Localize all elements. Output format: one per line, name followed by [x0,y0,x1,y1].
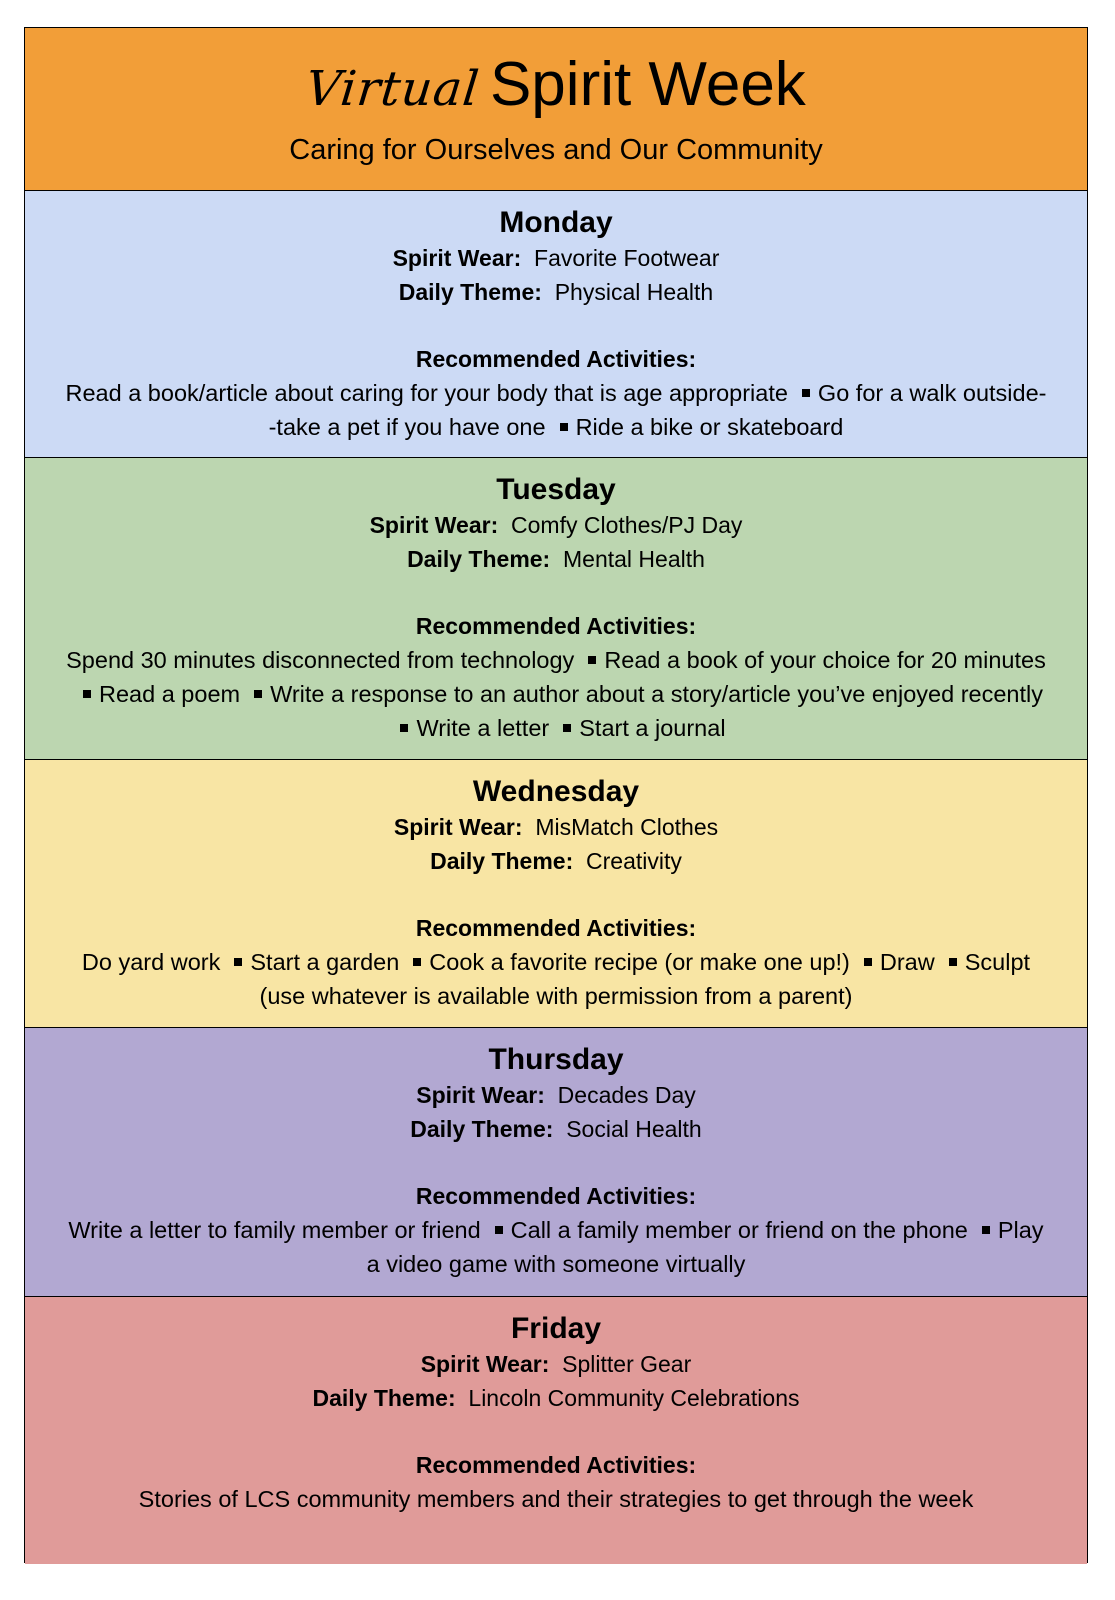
day-section-monday [25,191,1087,458]
square-bullet-icon [413,958,421,966]
spirit-wear-value: Splitter Gear [562,1351,692,1377]
daily-theme-value: Physical Health [554,279,714,305]
spirit-wear-line [25,508,1087,542]
recommended-activities-heading: Recommended Activities: [415,915,697,941]
square-bullet-icon [495,1226,503,1234]
square-bullet-icon [588,656,596,664]
activities-list [25,1482,1087,1516]
activity-item: Call a family member or friend on the phone [510,1217,968,1243]
spirit-wear-line [25,1078,1087,1112]
square-bullet-icon [234,958,242,966]
activity-item: Ride a bike or skateboard [575,414,844,440]
day-section-wednesday [25,760,1087,1028]
square-bullet-icon [864,958,872,966]
recommended-activities-heading: Recommended Activities: [415,1183,697,1209]
spirit-wear-value: Favorite Footwear [534,245,720,271]
day-section-thursday [25,1028,1087,1297]
spirit-wear-line [25,1347,1087,1381]
spirit-wear-label: Spirit Wear: [369,512,499,538]
page-title [25,50,1087,136]
daily-theme-line [25,542,1087,576]
day-name: Monday [499,206,613,239]
activity-item: Sculpt (use whatever is available with permission from a parent) [259,949,1031,1009]
square-bullet-icon [949,958,957,966]
activity-item: Stories of LCS community members and their strategies to get through the week [138,1486,974,1512]
spirit-wear-label: Spirit Wear: [393,814,523,840]
daily-theme-line [25,844,1087,878]
recommended-activities-heading: Recommended Activities: [415,346,697,372]
daily-theme-value: Lincoln Community Celebrations [468,1385,800,1411]
activity-item: Start a journal [579,715,726,741]
day-name: Thursday [488,1043,624,1076]
day-section-tuesday [25,458,1087,760]
spirit-wear-line [25,810,1087,844]
day-name: Friday [510,1312,602,1345]
square-bullet-icon [400,724,408,732]
title-script: Virtual [303,61,483,117]
day-section-friday [25,1297,1087,1564]
day-name: Tuesday [496,473,616,506]
square-bullet-icon [254,690,262,698]
daily-theme-value: Social Health [566,1116,702,1142]
page-subtitle: Caring for Ourselves and Our Community [289,134,823,166]
spirit-wear-label: Spirit Wear: [416,1082,545,1108]
recommended-activities-heading: Recommended Activities: [415,1452,697,1478]
activities-list [25,376,1087,444]
activity-item: Read a book/article about caring for your body that is age appropriate [65,380,788,406]
spirit-wear-label: Spirit Wear: [392,245,522,271]
activities-list [25,643,1087,745]
daily-theme-value: Mental Health [563,546,705,572]
flyer-header [25,28,1087,191]
daily-theme-line [25,1381,1087,1415]
daily-theme-line [25,1112,1087,1146]
activity-item: Do yard work [81,949,221,975]
spirit-wear-value: MisMatch Clothes [535,814,719,840]
activity-item: Write a letter to family member or friend [68,1217,481,1243]
spirit-week-flyer [24,27,1088,1563]
recommended-activities-heading: Recommended Activities: [415,613,697,639]
square-bullet-icon [560,423,568,431]
activity-item: Write a response to an author about a story/article you’ve enjoyed recently [270,681,1043,707]
activity-item: Start a garden [250,949,400,975]
day-name: Wednesday [472,775,640,808]
activity-item: Go for a walk outside--take a pet if you have one [268,380,1047,440]
activity-item: Play a video game with someone virtually [366,1217,1044,1277]
square-bullet-icon [83,690,91,698]
daily-theme-label: Daily Theme: [407,546,551,572]
activity-item: Draw [879,949,935,975]
activity-item: Read a book of your choice for 20 minutes [604,647,1046,673]
spirit-wear-value: Decades Day [557,1082,696,1108]
square-bullet-icon [982,1226,990,1234]
activity-item: Read a poem [99,681,241,707]
daily-theme-label: Daily Theme: [410,1116,554,1142]
spirit-wear-label: Spirit Wear: [420,1351,550,1377]
square-bullet-icon [802,389,810,397]
daily-theme-label: Daily Theme: [398,279,542,305]
title-main: Spirit Week [489,50,806,119]
activity-item: Spend 30 minutes disconnected from technology [66,647,575,673]
daily-theme-label: Daily Theme: [430,848,574,874]
activity-item: Cook a favorite recipe (or make one up!) [429,949,850,975]
spirit-wear-value: Comfy Clothes/PJ Day [511,512,743,538]
daily-theme-value: Creativity [586,848,682,874]
square-bullet-icon [563,724,571,732]
spirit-wear-line [25,241,1087,275]
activity-item: Write a letter [416,715,550,741]
activities-list [25,1213,1087,1281]
activities-list [25,945,1087,1013]
daily-theme-line [25,275,1087,309]
daily-theme-label: Daily Theme: [312,1385,456,1411]
